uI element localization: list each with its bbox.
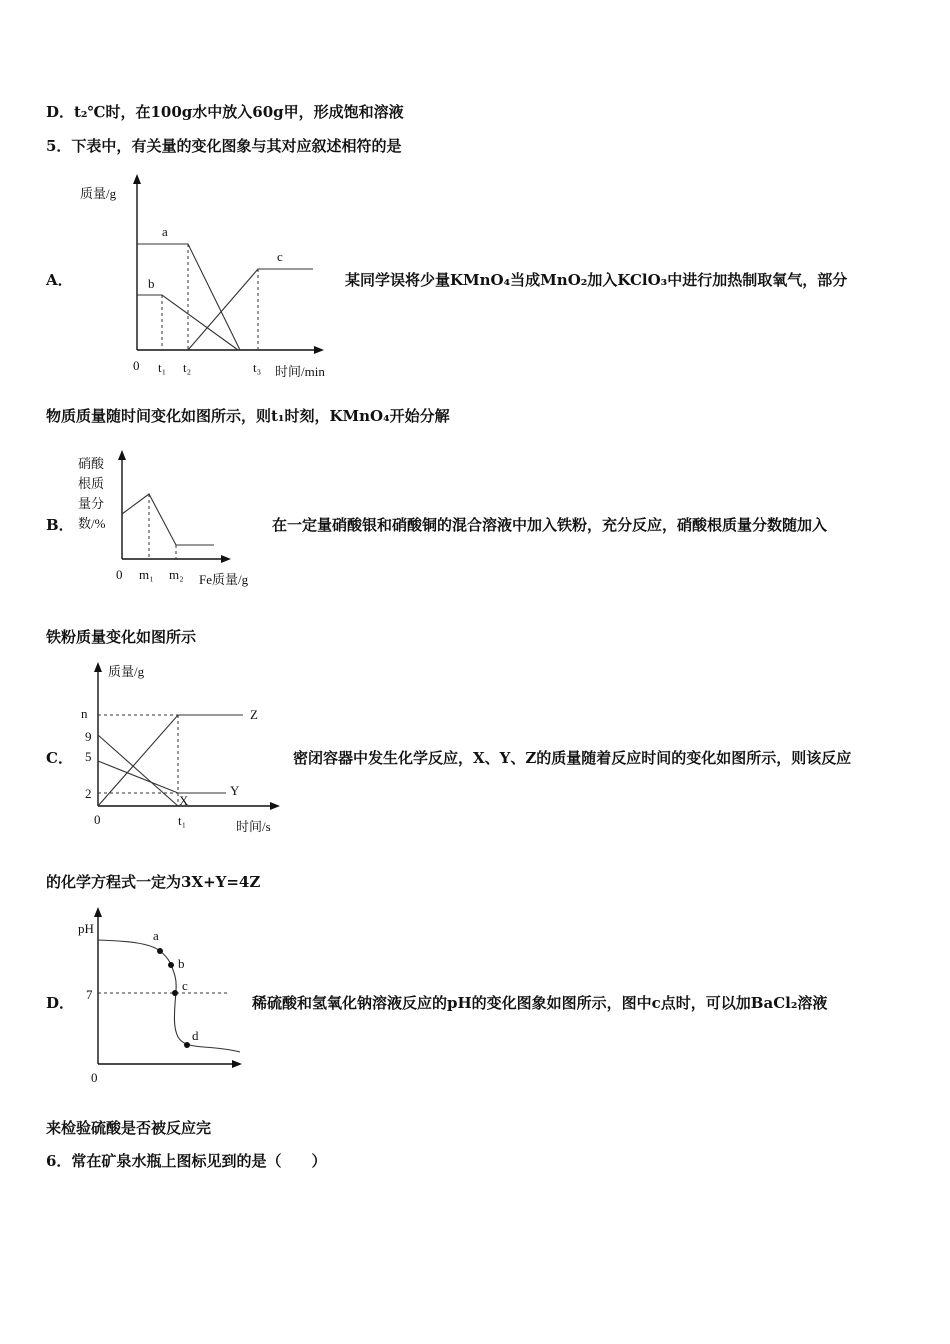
chart-a-xtick-t2: t₂ bbox=[183, 360, 192, 375]
chart-d-point-c bbox=[172, 990, 178, 996]
chart-b-xtick-m2: m₂ bbox=[169, 567, 184, 582]
chart-d-x-arrow bbox=[232, 1060, 242, 1068]
chart-a-xlabel: 时间/min bbox=[275, 364, 325, 379]
chart-a-xtick-t1: t₁ bbox=[158, 360, 167, 375]
chart-c-series-y bbox=[98, 761, 226, 793]
chart-d-point-b bbox=[168, 962, 174, 968]
chart-d-curve bbox=[98, 940, 240, 1052]
option-a-text: 某同学误将少量KMnO₄当成MnO₂加入KClO₃中进行加热制取氧气，部分 bbox=[345, 271, 848, 289]
chart-b-series bbox=[122, 494, 214, 545]
chart-d-label-a: a bbox=[153, 928, 159, 943]
option-d-continuation: 来检验硫酸是否被反应完 bbox=[46, 1119, 212, 1137]
chart-a-y-arrow bbox=[133, 174, 141, 184]
chart-d bbox=[78, 904, 253, 1084]
option-b-continuation: 铁粉质量变化如图所示 bbox=[46, 628, 197, 646]
option-c-text: 密闭容器中发生化学反应，X、Y、Z的质量随着反应时间的变化如图所示，则该反应 bbox=[293, 749, 852, 767]
chart-c-label-z: Z bbox=[250, 707, 258, 722]
question-6-title: 6．常在矿泉水瓶上图标见到的是（ ） bbox=[46, 1152, 327, 1170]
chart-c-ytick-9: 9 bbox=[85, 729, 92, 744]
chart-d-y-arrow bbox=[94, 907, 102, 917]
chart-d-point-a bbox=[157, 948, 163, 954]
option-b-label: B． bbox=[46, 516, 74, 534]
chart-b-ylabel-2: 根质 bbox=[78, 476, 105, 491]
chart-d-label-d: d bbox=[192, 1028, 199, 1043]
chart-a-x-arrow bbox=[314, 346, 324, 354]
chart-b-ylabel-3: 量分 bbox=[78, 496, 105, 511]
chart-b-ylabel-1: 硝酸 bbox=[78, 456, 105, 471]
chart-c-xlabel: 时间/s bbox=[236, 819, 271, 834]
chart-c-ytick-2: 2 bbox=[85, 786, 92, 801]
chart-d-point-d bbox=[184, 1042, 190, 1048]
chart-b-y-arrow bbox=[118, 450, 126, 460]
chart-d-label-b: b bbox=[178, 956, 185, 971]
chart-c-x-arrow bbox=[270, 802, 280, 810]
chart-c-y-arrow bbox=[94, 662, 102, 672]
chart-b-xtick-m1: m₁ bbox=[139, 567, 154, 582]
previous-option-d: D．t₂℃时，在100g水中放入60g甲，形成饱和溶液 bbox=[46, 103, 404, 121]
option-c-continuation: 的化学方程式一定为3X+Y=4Z bbox=[46, 873, 261, 891]
option-a-label: A． bbox=[46, 271, 73, 289]
chart-b-origin: 0 bbox=[116, 567, 123, 582]
chart-a bbox=[70, 172, 360, 387]
chart-c-label-x: X bbox=[179, 793, 189, 808]
question-5-title: 5．下表中，有关量的变化图象与其对应叙述相符的是 bbox=[46, 137, 402, 155]
chart-a-ylabel: 质量/g bbox=[80, 186, 117, 201]
chart-c-label-y: Y bbox=[230, 783, 240, 798]
chart-d-origin: 0 bbox=[91, 1070, 98, 1085]
chart-b-x-arrow bbox=[221, 555, 231, 563]
chart-a-label-a: a bbox=[162, 224, 168, 239]
option-d-label: D． bbox=[46, 994, 75, 1012]
option-b-text: 在一定量硝酸银和硝酸铜的混合溶液中加入铁粉，充分反应，硝酸根质量分数随加入 bbox=[272, 516, 828, 534]
chart-a-xtick-t3: t₃ bbox=[253, 360, 262, 375]
chart-d-label-c: c bbox=[182, 978, 188, 993]
option-d-text: 稀硫酸和氢氧化钠溶液反应的pH的变化图象如图所示，图中c点时，可以加BaCl₂溶液 bbox=[252, 994, 828, 1012]
chart-d-ytick-7: 7 bbox=[86, 987, 93, 1002]
chart-a-origin: 0 bbox=[133, 358, 140, 373]
chart-c bbox=[78, 660, 293, 840]
chart-b bbox=[72, 448, 272, 593]
option-a-continuation: 物质质量随时间变化如图所示，则t₁时刻，KMnO₄开始分解 bbox=[46, 407, 450, 425]
chart-d-ylabel: pH bbox=[78, 921, 94, 936]
option-c-label: C． bbox=[46, 749, 73, 767]
chart-c-ylabel: 质量/g bbox=[108, 664, 145, 679]
chart-a-label-c: c bbox=[277, 249, 283, 264]
chart-b-xlabel: Fe质量/g bbox=[199, 572, 249, 587]
chart-b-ylabel-4: 数/% bbox=[78, 516, 106, 531]
chart-c-series-z bbox=[98, 715, 243, 806]
chart-c-xtick-t1: t₁ bbox=[178, 813, 187, 828]
chart-a-label-b: b bbox=[148, 276, 155, 291]
chart-c-ytick-5: 5 bbox=[85, 749, 92, 764]
chart-c-ytick-n: n bbox=[81, 706, 88, 721]
chart-c-origin: 0 bbox=[94, 812, 101, 827]
chart-c-series-x bbox=[98, 735, 178, 806]
